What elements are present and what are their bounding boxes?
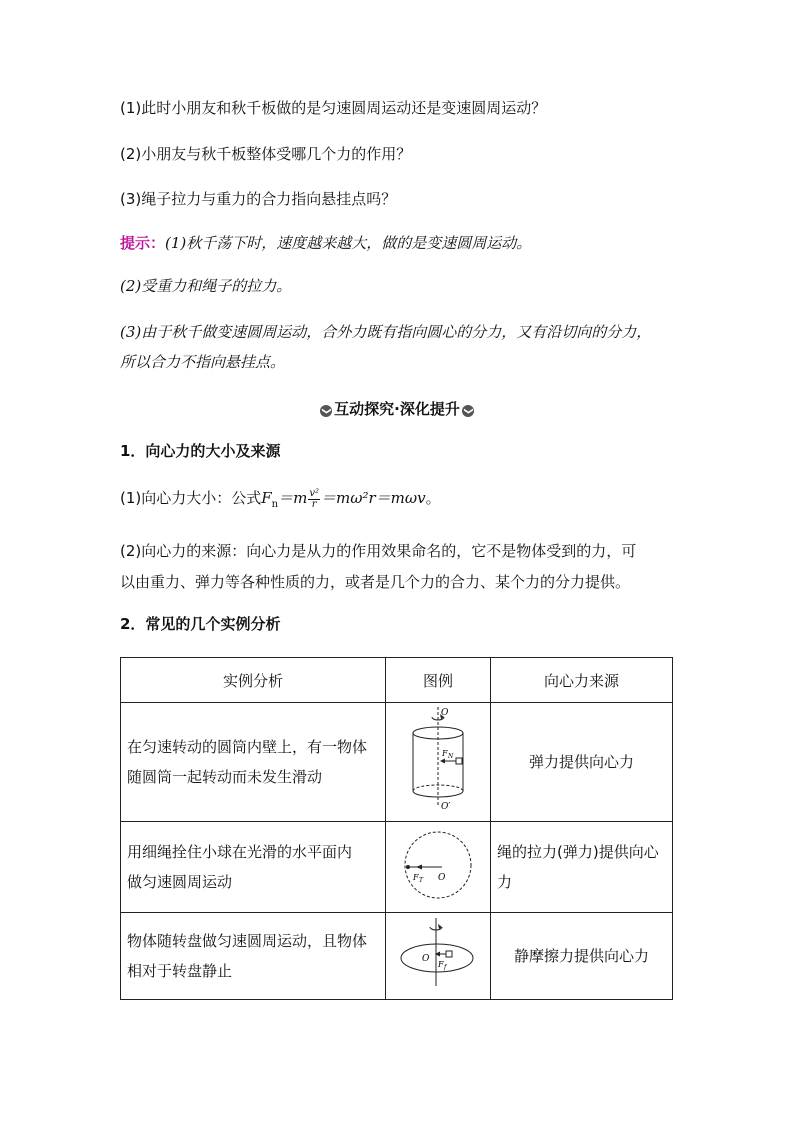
formula-prefix: (1)向心力大小：公式 (120, 489, 262, 507)
formula-numerator: v² (309, 487, 320, 499)
section-1-heading: 1．向心力的大小及来源 (120, 442, 281, 460)
hint-label: 提示： (120, 234, 166, 252)
table-cell-example (121, 703, 386, 822)
figure-label: N (448, 753, 454, 760)
table-header-row (121, 658, 673, 703)
section-2-heading: 2．常见的几个实例分析 (120, 615, 281, 633)
table-cell-figure (386, 822, 491, 913)
example-line: 随圆筒一起转动而未发生滑动 (127, 768, 323, 786)
formula-f: F (261, 489, 272, 507)
circle-chevron-down-icon: ❯ (462, 405, 474, 417)
example-line: 用细绳拴住小球在光滑的水平面内 (127, 843, 353, 861)
section-banner (0, 398, 794, 419)
table-cell-source: 静摩擦力提供向心力 (491, 913, 673, 1000)
hint-answer-2: (2)受重力和绳子的拉力。 (120, 277, 292, 295)
hint-answer-3-line1: (3)由于秋千做变速圆周运动，合外力既有指向圆心的分力，又有沿切向的分力， (120, 323, 652, 341)
formula-denominator: r (311, 498, 317, 510)
table-row (121, 703, 673, 822)
table-cell-example (121, 913, 386, 1000)
source-line: 绳的拉力(弹力)提供向心 (497, 843, 659, 861)
figure-label: F (413, 873, 419, 882)
figure-label: O (438, 873, 446, 883)
figure-label: O′ (441, 802, 451, 812)
figure-label: T (419, 877, 424, 884)
example-line: 做匀速圆周运动 (127, 873, 233, 891)
formula-end: 。 (425, 489, 441, 507)
table-header-example: 实例分析 (121, 658, 386, 703)
circle-chevron-down-icon: ❯ (320, 405, 332, 417)
question-3: (3)绳子拉力与重力的合力指向悬挂点吗？ (120, 190, 397, 208)
examples-table (120, 657, 673, 1000)
banner-title: 互动探究·深化提升 (334, 400, 460, 418)
source-line-2: 以由重力、弹力等各种性质的力，或者是几个力的合力、某个力的分力提供。 (120, 573, 631, 591)
hint-answer-1: (1)秋千荡下时，速度越来越大，做的是变速圆周运动。 (165, 234, 532, 252)
source-line: 力 (497, 873, 513, 891)
rotating-cylinder-figure (392, 705, 484, 815)
question-2: (2)小朋友与秋千板整体受哪几个力的作用？ (120, 145, 412, 163)
example-line: 相对于转盘静止 (127, 962, 233, 980)
centripetal-force-formula (120, 487, 441, 516)
figure-label: f (444, 964, 447, 971)
figure-label: O (441, 708, 449, 718)
formula-eq1: ＝m (278, 489, 308, 507)
table-row (121, 913, 673, 1000)
table-cell-example (121, 822, 386, 913)
table-cell-figure (386, 703, 491, 822)
table-cell-source: 弹力提供向心力 (491, 703, 673, 822)
table-row (121, 822, 673, 913)
turntable-figure (392, 914, 484, 994)
figure-label: F (442, 749, 448, 758)
hint-answer-3-line2: 所以合力不指向悬挂点。 (120, 353, 286, 371)
formula-f-sub: n (271, 499, 279, 510)
figure-label: O (422, 954, 430, 964)
table-header-source: 向心力来源 (491, 658, 673, 703)
table-header-figure: 图例 (386, 658, 491, 703)
hint-1 (120, 232, 531, 254)
source-line-1: (2)向心力的来源：向心力是从力的作用效果命名的，它不是物体受到的力，可 (120, 542, 637, 560)
formula-rest: ＝mω²r＝mωv (321, 489, 426, 507)
table-cell-source (491, 822, 673, 913)
question-1: (1)此时小朋友和秋千板做的是匀速圆周运动还是变速圆周运动？ (120, 99, 547, 117)
example-line: 物体随转盘做匀速圆周运动，且物体 (127, 932, 368, 950)
formula-fraction (308, 489, 320, 510)
table-cell-figure (386, 913, 491, 1000)
string-ball-figure (392, 823, 484, 907)
figure-label: F (438, 960, 444, 969)
example-line: 在匀速转动的圆筒内壁上，有一物体 (127, 738, 368, 756)
